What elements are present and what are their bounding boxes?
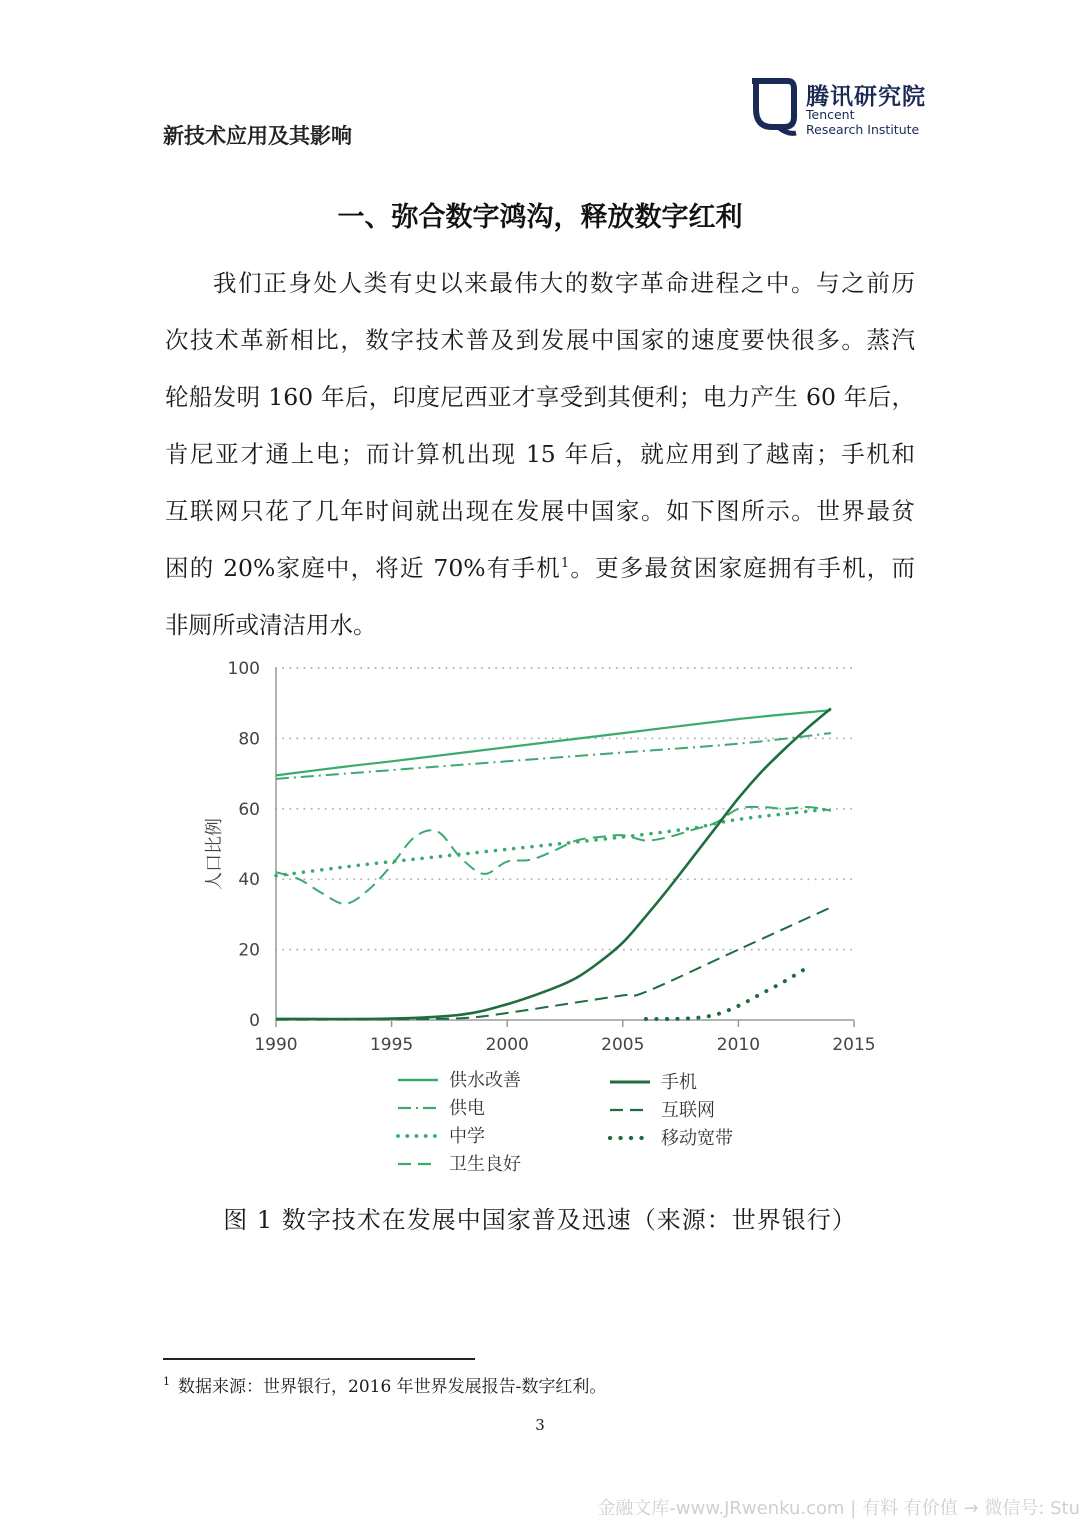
page-number: 3 <box>535 1416 545 1434</box>
series-line-2 <box>276 733 831 779</box>
paragraph-line-6 <box>165 540 915 597</box>
figure-caption: 图 1 数字技术在发展中国家普及迅速（来源：世界银行） <box>223 1206 857 1234</box>
series-line-4 <box>276 807 831 904</box>
x-tick-label-2005: 2005 <box>601 1035 645 1055</box>
series-line-5 <box>276 709 831 1020</box>
watermark: 金融文库-www.JRwenku.com | 有料 有价值 → 微信号: Stu <box>597 1498 1080 1519</box>
legend-label-3: 中学 <box>449 1126 485 1147</box>
y-tick-label-100: 100 <box>227 659 260 679</box>
legend-label-1: 供水改善 <box>449 1070 521 1091</box>
logo-chinese-name: 腾讯研究院 <box>806 84 926 110</box>
footnote-divider <box>163 1358 475 1360</box>
footnote-text: 数据来源：世界银行，2016 年世界发展报告-数字红利。 <box>178 1377 607 1397</box>
x-tick-label-1995: 1995 <box>369 1035 414 1055</box>
footnote-marker: 1 <box>163 1375 170 1389</box>
paragraph-line-6-tail: 。更多最贫困家庭拥有手机，而 <box>569 554 916 582</box>
legend-label-7: 移动宽带 <box>661 1128 733 1149</box>
paragraph-line-4: 肯尼亚才通上电；而计算机出现 15 年后，就应用到了越南；手机和 <box>165 440 915 468</box>
tencent-logo-icon <box>748 75 798 137</box>
series-line-7 <box>646 967 808 1019</box>
x-tick-label-1990: 1990 <box>254 1035 298 1055</box>
x-tick-label-2010: 2010 <box>716 1035 761 1055</box>
y-tick-label-80: 80 <box>238 729 260 750</box>
paragraph-line-3: 轮船发明 160 年后，印度尼西亚才享受到其便利；电力产生 60 年后， <box>165 383 915 411</box>
legend-label-5: 手机 <box>661 1072 697 1093</box>
x-tick-label-2000: 2000 <box>485 1035 529 1055</box>
header-section-name: 新技术应用及其影响 <box>163 124 352 148</box>
line-chart <box>180 655 900 1185</box>
series-line-3 <box>276 809 831 876</box>
y-tick-label-20: 20 <box>238 940 260 961</box>
paragraph-line-5: 互联网只花了几年时间就出现在发展中国家。如下图所示。世界最贫 <box>165 497 915 525</box>
footnote <box>163 1372 606 1397</box>
y-tick-label-0: 0 <box>249 1011 260 1031</box>
y-tick-label-40: 40 <box>238 870 260 891</box>
legend-label-6: 互联网 <box>661 1100 715 1121</box>
section-title: 一、弥合数字鸿沟，释放数字红利 <box>337 202 743 233</box>
series-line-1 <box>276 710 831 775</box>
x-tick-label-2015: 2015 <box>832 1035 876 1055</box>
legend-label-4: 卫生良好 <box>449 1154 521 1175</box>
y-tick-label-60: 60 <box>238 799 260 820</box>
logo-english-line1: Tencent <box>806 107 855 122</box>
y-axis-label: 人口比例 <box>204 818 225 890</box>
paragraph-line-2: 次技术革新相比，数字技术普及到发展中国家的速度要快很多。蒸汽 <box>165 326 915 354</box>
logo-english-line2: Research Institute <box>806 122 920 137</box>
paragraph-line-7: 非厕所或清洁用水。 <box>165 611 377 639</box>
paragraph-line-6-text: 困的 20%家庭中，将近 70%有手机 <box>165 554 561 582</box>
paragraph-line-1: 我们正身处人类有史以来最伟大的数字革命进程之中。与之前历 <box>213 269 915 297</box>
legend-label-2: 供电 <box>449 1098 485 1119</box>
footnote-ref: 1 <box>560 556 570 572</box>
